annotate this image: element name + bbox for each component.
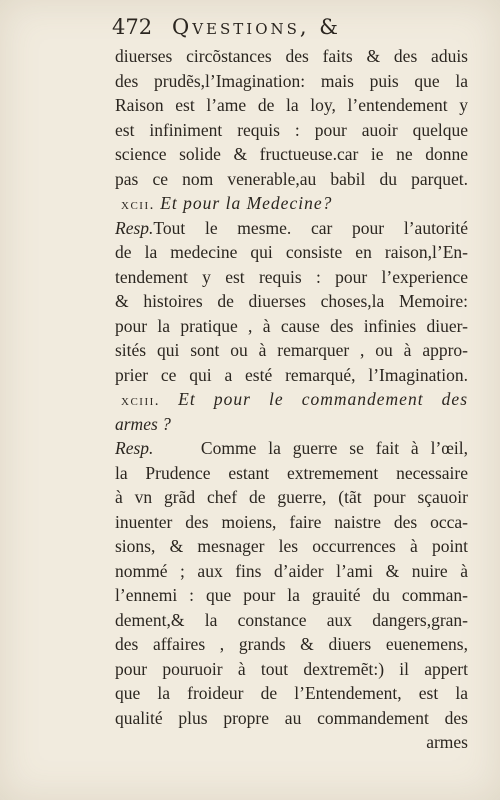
text-line: sités qui sont ou à remarquer , ou à appro- xyxy=(115,340,468,360)
text-line: tendement y est requis : pour l’experience xyxy=(115,266,468,287)
text-line: sions, & mesnager les occurrences à point xyxy=(115,536,468,556)
question-text: Et pour la Medecine? xyxy=(160,193,333,213)
question-number: xcii. xyxy=(121,197,155,213)
text-line: pour la pratique , à cause des infinies diuer- xyxy=(115,315,468,336)
text-line: nommé ; aux fins d’aider l’ami & nuire à xyxy=(115,560,468,581)
text-line: inuenter des moiens, faire naistre des occa- xyxy=(115,511,468,532)
response-text: Tout le mesme. car pour l’autorité xyxy=(153,217,468,238)
response-text: Comme la guerre se fait à l’œil, xyxy=(200,438,469,458)
text-line: la Prudence estant extremement necessaire xyxy=(115,462,468,483)
question-number: xciii. xyxy=(121,393,161,409)
page-number: 472 xyxy=(112,15,153,39)
question-text: Et pour le commandement des xyxy=(178,389,469,409)
question-93 xyxy=(115,387,468,412)
body-text xyxy=(115,44,468,755)
text-line: Raison est l’ame de la loy, l’entendement y xyxy=(115,95,468,115)
text-line: que la froideur de l’Entendement, est la xyxy=(115,683,468,703)
response-first-line xyxy=(115,216,468,241)
running-head-title: Qvestions, & xyxy=(172,15,341,39)
question-92 xyxy=(115,191,468,216)
text-line: l’ennemi : que pour la grauité du comman- xyxy=(115,585,468,605)
text-line: diuerses circõstances des faits & des aduis xyxy=(115,46,468,66)
text-line: est infiniment requis : pour auoir quelque xyxy=(115,119,468,140)
catchword: armes xyxy=(426,732,468,752)
response-first-line xyxy=(115,436,468,461)
question-continuation: armes ? xyxy=(115,413,171,434)
running-header xyxy=(112,14,412,40)
text-line: pas ce nom venerable,au babil du parquet. xyxy=(115,168,468,189)
response-label: Resp. xyxy=(115,438,154,458)
text-line: à vn grãd chef de guerre, (tãt pour sçauoir xyxy=(115,487,468,507)
text-line: des prudẽs,l’Imagination: mais puis que la xyxy=(115,70,468,91)
text-line: qualité plus propre au commandement des xyxy=(115,707,468,728)
response-label: Resp. xyxy=(115,217,154,238)
text-line: de la medecine qui consiste en raison,l’En- xyxy=(115,242,468,262)
text-line: dement,& la constance aux dangers,gran- xyxy=(115,609,468,630)
text-line: science solide & fructueuse.car ie ne donne xyxy=(115,144,468,164)
text-line: des affaires , grands & diuers euenemens, xyxy=(115,634,468,654)
text-line: & histoires de diuerses choses,la Memoire: xyxy=(115,291,468,311)
text-line: prier ce qui a esté remarqué, l’Imagination. xyxy=(115,364,468,385)
text-line: pour pouruoir à tout dextremẽt:) il appert xyxy=(115,658,468,679)
